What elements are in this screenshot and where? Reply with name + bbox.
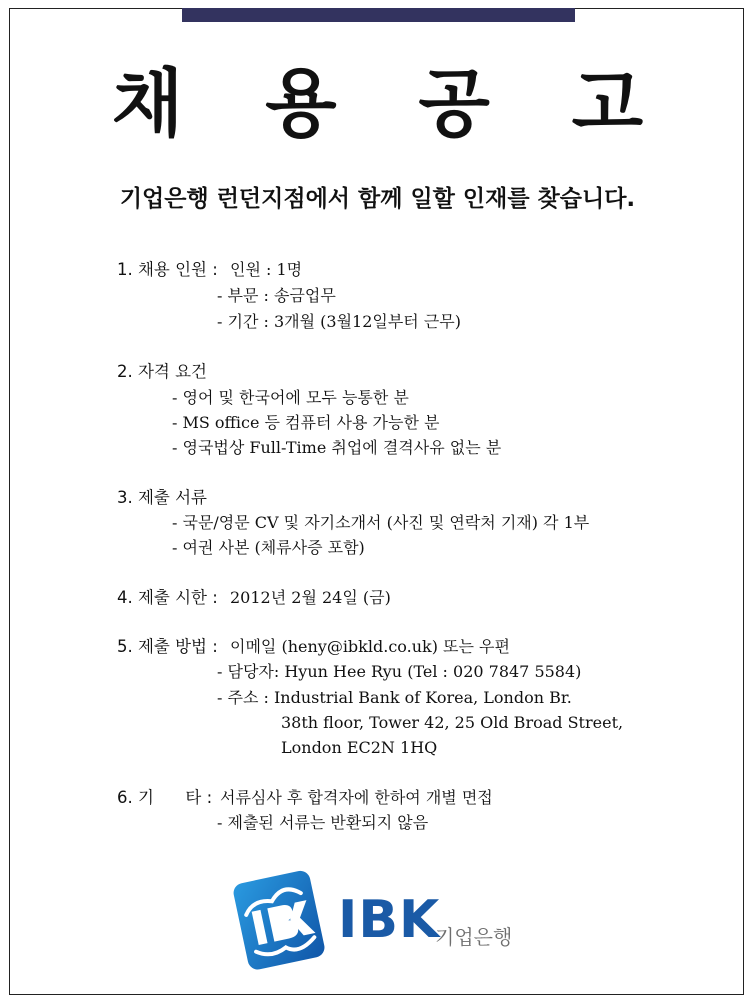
subtitle: 기업은행 런던지점에서 함께 일할 인재를 찾습니다. xyxy=(119,186,636,212)
section-5-line-5: London EC2N 1HQ xyxy=(281,738,438,757)
section-6-line-2: - 제출된 서류는 반환되지 않음 xyxy=(217,813,429,832)
page-title: 채 용 공 고 xyxy=(111,61,672,147)
section-3-line-1: - 국문/영문 CV 및 자기소개서 (사진 및 연락처 기재) 각 1부 xyxy=(172,513,590,532)
ibk-card-icon xyxy=(228,868,333,973)
section-1-heading: 1. 채용 인원 : xyxy=(117,260,218,279)
section-2-line-3: - 영국법상 Full-Time 취업에 결격사유 없는 분 xyxy=(172,438,502,457)
logo-brand-korean: 기업은행 xyxy=(435,925,513,949)
section-2-heading: 2. 자격 요건 xyxy=(117,362,207,381)
section-5-line-4: 38th floor, Tower 42, 25 Old Broad Street, xyxy=(281,713,624,732)
section-1-line-1: 인원 : 1명 xyxy=(230,260,303,279)
ibk-logo xyxy=(228,868,528,973)
section-2-line-1: - 영어 및 한국어에 모두 능통한 분 xyxy=(172,388,409,407)
section-1-line-2: - 부문 : 송금업무 xyxy=(217,286,336,305)
section-6-heading: 6. 기 타 : xyxy=(117,788,213,807)
section-2-line-2: - MS office 등 컴퓨터 사용 가능한 분 xyxy=(172,413,440,432)
section-4-line-1: 2012년 2월 24일 (금) xyxy=(230,588,391,607)
top-accent-bar xyxy=(182,8,575,22)
section-5-line-2: - 담당자: Hyun Hee Ryu (Tel : 020 7847 5584) xyxy=(217,662,582,681)
section-3-line-2: - 여권 사본 (체류사증 포함) xyxy=(172,538,365,557)
section-6-line-1: 서류심사 후 합격자에 한하여 개별 면접 xyxy=(220,788,493,807)
section-5-line-1: 이메일 (heny@ibkld.co.uk) 또는 우편 xyxy=(230,637,510,656)
section-5-line-3: - 주소 : Industrial Bank of Korea, London Br. xyxy=(217,688,572,707)
section-4-heading: 4. 제출 시한 : xyxy=(117,588,218,607)
logo-brand-text: IBK xyxy=(338,890,441,950)
section-3-heading: 3. 제출 서류 xyxy=(117,488,207,507)
section-1-line-3: - 기간 : 3개월 (3월12일부터 근무) xyxy=(217,312,461,331)
section-5-heading: 5. 제출 방법 : xyxy=(117,637,218,656)
